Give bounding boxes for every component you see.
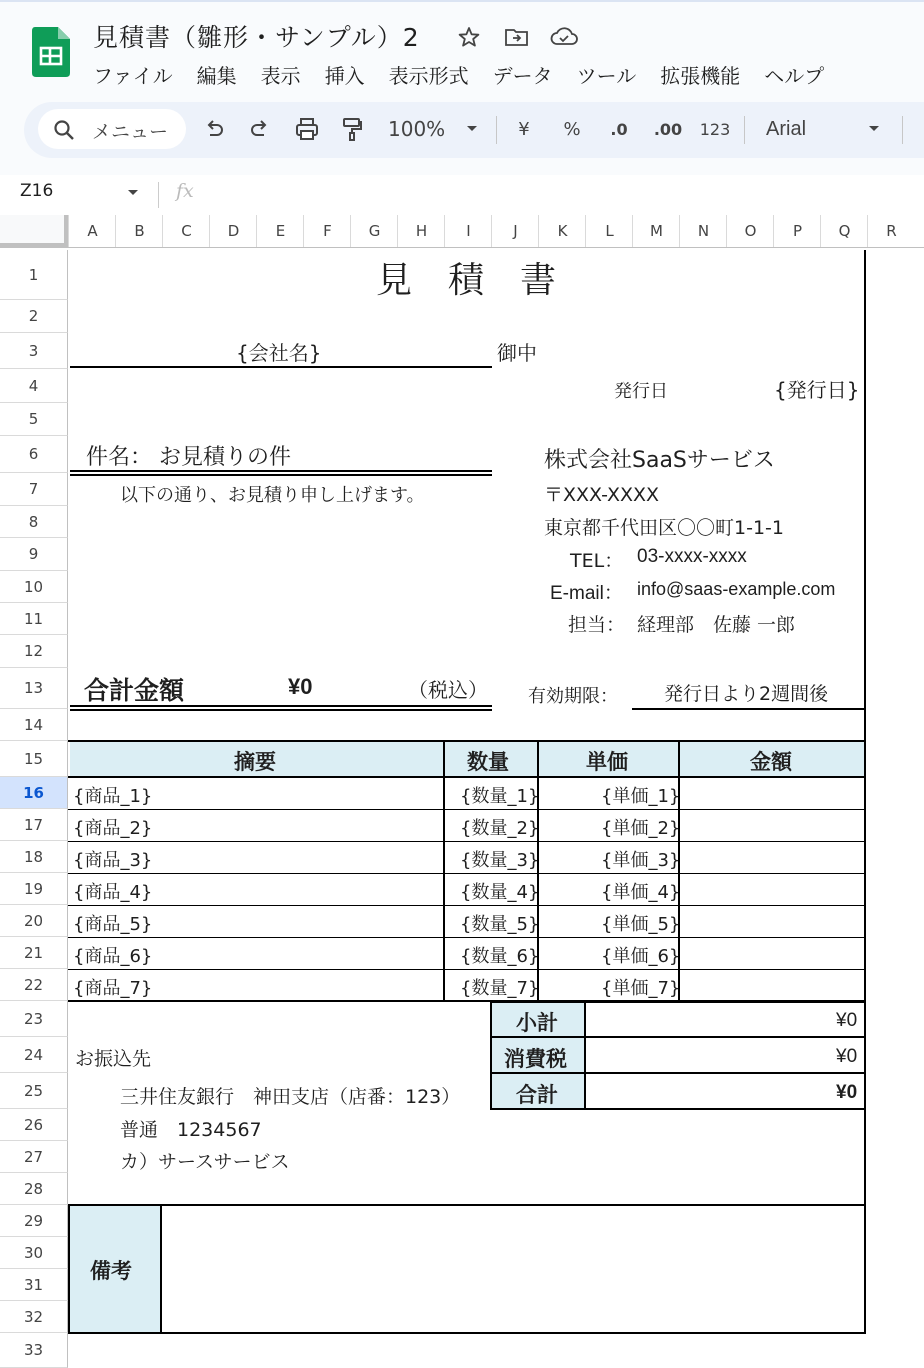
row-header-5[interactable]: 5 [0, 403, 68, 436]
percent-label: % [563, 118, 581, 140]
menu-file[interactable]: ファイル [93, 64, 173, 88]
column-header-f[interactable]: F [303, 215, 351, 247]
undo-icon[interactable] [200, 115, 228, 143]
tax-note[interactable]: （税込） [408, 678, 488, 702]
tax-value[interactable]: ¥0 [836, 1046, 858, 1067]
column-header-j[interactable]: J [491, 215, 539, 247]
total-amount-value[interactable]: ¥0 [288, 674, 313, 699]
item-qty[interactable]: {数量_3} [460, 850, 540, 871]
formula-divider [158, 182, 159, 208]
row-header-22[interactable]: 22 [0, 969, 68, 1001]
formula-input[interactable] [210, 178, 910, 212]
table-col-divider-1 [443, 740, 445, 1002]
email-value[interactable]: info@saas-example.com [637, 579, 836, 599]
sheets-logo-icon[interactable] [32, 27, 70, 77]
menu-search[interactable] [38, 109, 186, 149]
company-name-cell[interactable]: {会社名} [236, 341, 322, 365]
document-heading[interactable]: 見 積 書 [376, 260, 557, 301]
row-header-27[interactable]: 27 [0, 1141, 68, 1173]
total-underline-1 [70, 705, 492, 707]
subtotal-value[interactable]: ¥0 [836, 1010, 858, 1031]
item-price[interactable]: {単価_6} [601, 946, 681, 967]
menu-tools[interactable]: ツール [576, 64, 637, 88]
row-header-32[interactable]: 32 [0, 1301, 68, 1333]
print-icon[interactable] [292, 115, 322, 143]
item-price[interactable]: {単価_1} [601, 786, 681, 807]
total-underline-2 [70, 709, 492, 711]
table-row-line [68, 841, 866, 842]
item-qty[interactable]: {数量_7} [460, 978, 540, 999]
item-qty[interactable]: {数量_1} [460, 786, 540, 807]
paint-format-icon[interactable] [338, 115, 366, 143]
column-header-r[interactable]: R [867, 215, 915, 247]
table-row-line [68, 905, 866, 906]
row-header-16[interactable]: 16 [0, 777, 68, 809]
tel-value[interactable]: 03-xxxx-xxxx [637, 546, 747, 567]
font-dropdown-icon[interactable] [864, 115, 884, 143]
sender-postal[interactable]: 〒XXX-XXXX [544, 484, 660, 506]
fx-icon: fx [176, 180, 194, 202]
toolbar-divider [496, 116, 497, 144]
menu-view[interactable]: 表示 [260, 64, 301, 88]
outer-border [864, 250, 866, 710]
sender-name[interactable]: 株式会社SaaSサービス [544, 448, 775, 473]
row-header-26[interactable]: 26 [0, 1109, 68, 1141]
column-header-a[interactable]: A [68, 215, 116, 247]
bank-line-3[interactable]: カ）サースサービス [120, 1151, 290, 1173]
item-price[interactable]: {単価_3} [601, 850, 681, 871]
item-price[interactable]: {単価_7} [601, 978, 681, 999]
font-value: Arial [766, 117, 807, 140]
decrease-decimal-button[interactable] [602, 115, 636, 143]
row-header-6[interactable]: 6 [0, 436, 68, 473]
bank-line-2[interactable]: 普通 1234567 [120, 1119, 262, 1141]
subject-underline-2 [70, 474, 492, 476]
row-header-19[interactable]: 19 [0, 873, 68, 905]
item-qty[interactable]: {数量_4} [460, 882, 540, 903]
contact-value[interactable]: 経理部 佐藤 一郎 [637, 614, 796, 636]
row-header-7[interactable]: 7 [0, 473, 68, 506]
star-icon[interactable] [454, 22, 484, 52]
select-all-corner[interactable] [0, 215, 68, 247]
row-header-15[interactable]: 15 [0, 741, 68, 777]
column-header-m[interactable]: M [632, 215, 680, 247]
item-price[interactable]: {単価_5} [601, 914, 681, 935]
row-header-12[interactable]: 12 [0, 635, 68, 668]
column-header-p[interactable]: P [773, 215, 821, 247]
column-header-d[interactable]: D [209, 215, 257, 247]
row-header-1[interactable]: 1 [0, 250, 68, 300]
menu-search-label: メニュー [92, 121, 169, 143]
column-header-g[interactable]: G [350, 215, 398, 247]
zoom-dropdown-icon[interactable] [462, 115, 482, 143]
name-box[interactable]: Z16 [20, 181, 54, 201]
percent-format-button[interactable] [560, 115, 584, 143]
header-amount[interactable]: 金額 [750, 750, 792, 774]
subtotal-label[interactable]: 小計 [516, 1011, 558, 1035]
table-row-line [68, 873, 866, 874]
table-row-line [68, 809, 866, 810]
summary-divider [584, 1001, 586, 1110]
validity-value[interactable]: 発行日より2週間後 [664, 683, 829, 705]
increase-decimal-label: .00 [653, 119, 683, 139]
validity-underline [632, 708, 866, 710]
toolbar-divider [744, 116, 745, 144]
number-format-label: 123 [699, 119, 731, 139]
header-price[interactable]: 単価 [586, 750, 628, 774]
row-header-8[interactable]: 8 [0, 506, 68, 538]
item-price[interactable]: {単価_4} [601, 882, 681, 903]
header-qty[interactable]: 数量 [467, 750, 509, 774]
row-header-21[interactable]: 21 [0, 937, 68, 969]
row-header-13[interactable]: 13 [0, 668, 68, 709]
total-amount-label[interactable]: 合計金額 [84, 676, 185, 705]
row-header-3[interactable]: 3 [0, 333, 68, 369]
row-header-24[interactable]: 24 [0, 1037, 68, 1073]
row-header-2[interactable]: 2 [0, 300, 68, 333]
issue-date-value[interactable]: {発行日} [774, 378, 860, 402]
item-desc[interactable]: {商品_7} [73, 978, 153, 999]
zoom-select[interactable] [388, 115, 448, 143]
column-header-i[interactable]: I [444, 215, 492, 247]
grand-total-value[interactable]: ¥0 [836, 1082, 858, 1103]
column-header-n[interactable]: N [679, 215, 727, 247]
column-header-e[interactable]: E [256, 215, 304, 247]
row-header-25[interactable]: 25 [0, 1073, 68, 1109]
font-select[interactable] [766, 115, 846, 143]
menu-format[interactable]: 表示形式 [388, 64, 469, 88]
redo-icon[interactable] [246, 115, 274, 143]
contact-label[interactable]: 担当： [568, 614, 626, 636]
table-right-border [864, 710, 866, 1002]
row-header-29[interactable]: 29 [0, 1205, 68, 1237]
table-header-bottom [68, 776, 866, 778]
menu-edit[interactable]: 編集 [196, 64, 237, 88]
move-folder-icon[interactable] [502, 22, 532, 52]
column-header-l[interactable]: L [585, 215, 633, 247]
outer-border-lower [864, 1108, 866, 1206]
sender-address[interactable]: 東京都千代田区〇〇町1-1-1 [544, 517, 784, 539]
subject-cell[interactable]: 件名： お見積りの件 [86, 445, 291, 470]
name-box-dropdown-icon[interactable] [126, 188, 140, 198]
menu-bar [93, 60, 848, 89]
column-header-b[interactable]: B [115, 215, 163, 247]
menu-insert[interactable]: 挿入 [324, 64, 365, 88]
row-header-18[interactable]: 18 [0, 841, 68, 873]
bank-line-1[interactable]: 三井住友銀行 神田支店（店番：123） [120, 1086, 461, 1108]
header-desc[interactable]: 摘要 [234, 750, 276, 774]
item-desc[interactable]: {商品_5} [73, 914, 153, 935]
item-price[interactable]: {単価_2} [601, 818, 681, 839]
grand-total-label[interactable]: 合計 [516, 1083, 558, 1107]
increase-decimal-button[interactable] [648, 115, 688, 143]
row-header-30[interactable]: 30 [0, 1237, 68, 1269]
row-header-14[interactable]: 14 [0, 709, 68, 741]
number-format-button[interactable] [698, 115, 732, 143]
onchu-cell[interactable]: 御中 [497, 341, 537, 365]
item-qty[interactable]: {数量_2} [460, 818, 540, 839]
validity-label[interactable]: 有効期限： [528, 686, 618, 707]
menu-extensions[interactable]: 拡張機能 [660, 64, 741, 88]
subject-underline-1 [70, 470, 492, 472]
row-header-33[interactable]: 33 [0, 1333, 68, 1368]
notes-label[interactable]: 備考 [90, 1259, 132, 1283]
table-row-line [68, 969, 866, 970]
item-desc[interactable]: {商品_1} [73, 786, 153, 807]
toolbar-divider [902, 116, 903, 144]
top-stripe [0, 0, 924, 2]
decrease-decimal-label: .0 [610, 119, 628, 139]
currency-format-button[interactable] [512, 115, 536, 143]
intro-cell[interactable]: 以下の通り、お見積り申し上げます。 [120, 485, 425, 506]
column-header-k[interactable]: K [538, 215, 586, 247]
column-header-h[interactable]: H [397, 215, 445, 247]
item-desc[interactable]: {商品_3} [73, 850, 153, 871]
company-underline [70, 366, 492, 368]
column-header-q[interactable]: Q [820, 215, 868, 247]
row-header-17[interactable]: 17 [0, 809, 68, 841]
notes-divider [160, 1204, 162, 1334]
search-icon [52, 118, 76, 142]
issue-date-label[interactable]: 発行日 [614, 381, 668, 402]
cloud-saved-icon[interactable] [549, 22, 579, 52]
item-qty[interactable]: {数量_6} [460, 946, 540, 967]
row-header-31[interactable]: 31 [0, 1269, 68, 1301]
row-header-9[interactable]: 9 [0, 538, 68, 571]
item-qty[interactable]: {数量_5} [460, 914, 540, 935]
tax-label[interactable]: 消費税 [504, 1047, 567, 1071]
document-title[interactable]: 見積書（雛形・サンプル）2 [93, 23, 420, 52]
row-header-10[interactable]: 10 [0, 571, 68, 603]
item-desc[interactable]: {商品_2} [73, 818, 153, 839]
item-desc[interactable]: {商品_6} [73, 946, 153, 967]
row-header-4[interactable]: 4 [0, 369, 68, 403]
column-header-o[interactable]: O [726, 215, 774, 247]
row-header-20[interactable]: 20 [0, 905, 68, 937]
menu-help[interactable]: ヘルプ [764, 64, 825, 88]
row-header-28[interactable]: 28 [0, 1173, 68, 1205]
table-row-line [68, 937, 866, 938]
zoom-value: 100% [388, 117, 446, 141]
column-header-c[interactable]: C [162, 215, 210, 247]
row-header-11[interactable]: 11 [0, 603, 68, 635]
email-label[interactable]: E-mail： [550, 583, 623, 604]
currency-label: ¥ [518, 118, 530, 140]
bank-heading[interactable]: お振込先 [75, 1048, 152, 1070]
item-desc[interactable]: {商品_4} [73, 882, 153, 903]
row-header-23[interactable]: 23 [0, 1001, 68, 1037]
notes-input[interactable] [163, 1207, 863, 1331]
tel-label[interactable]: TEL： [570, 550, 624, 572]
menu-data[interactable]: データ [492, 64, 553, 88]
